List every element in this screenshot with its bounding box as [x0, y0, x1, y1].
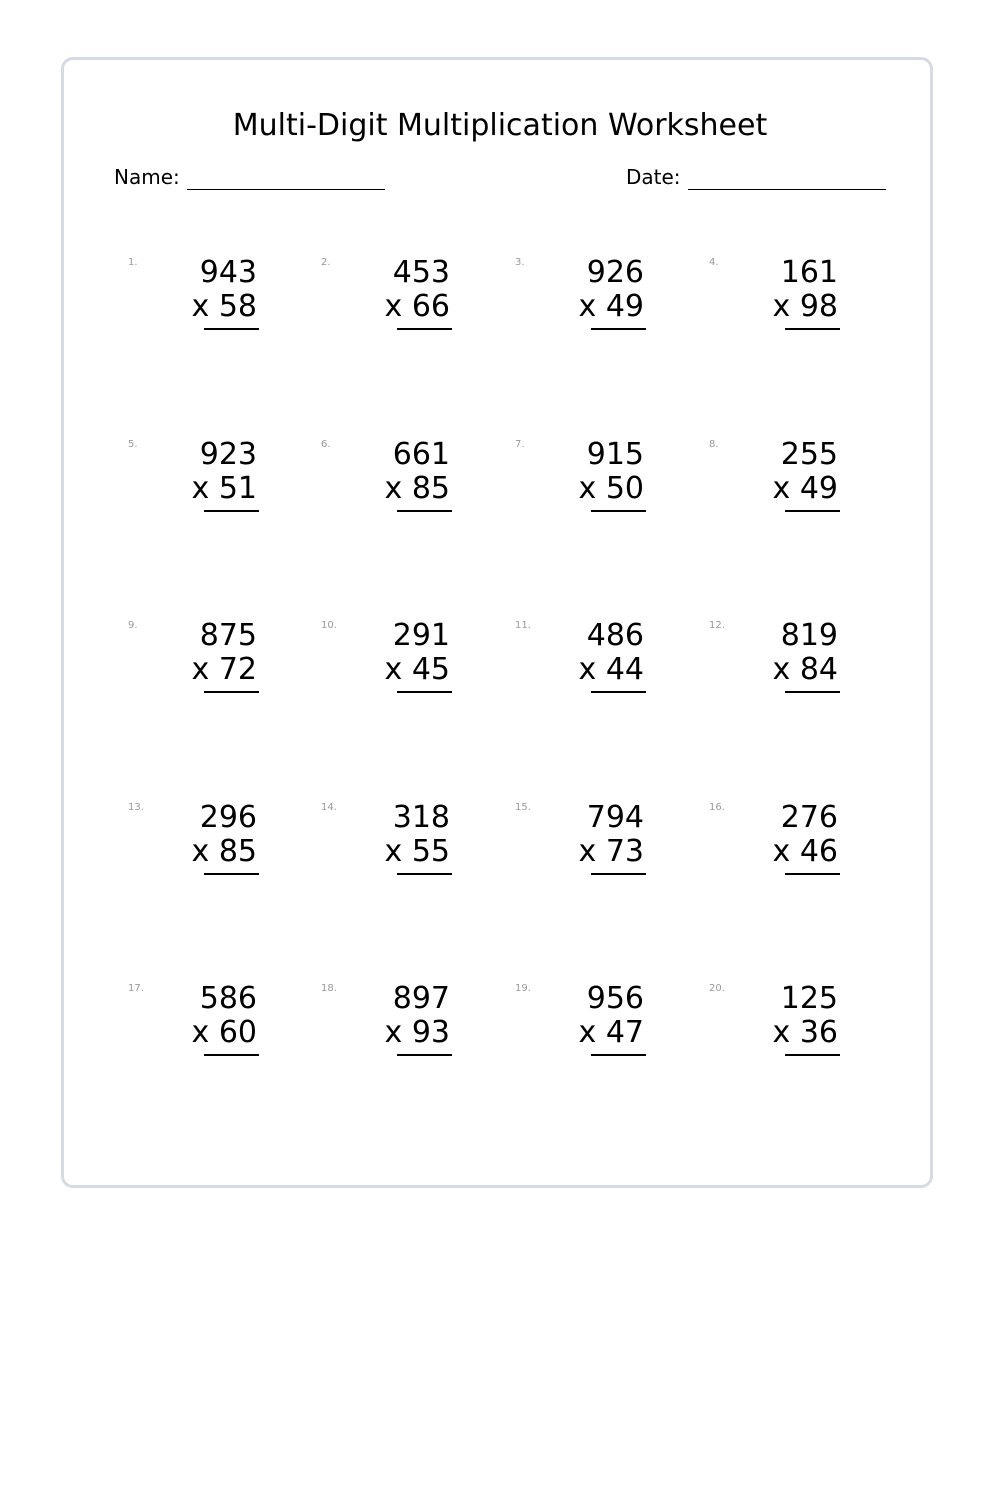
multiplier-row	[579, 290, 645, 324]
multiplier-row	[192, 1016, 258, 1050]
problem-5	[128, 439, 278, 529]
times-operator: x	[772, 471, 791, 506]
times-operator: x	[191, 834, 210, 869]
answer-line	[785, 1054, 840, 1056]
times-operator: x	[578, 289, 597, 324]
problem-number: 5.	[128, 439, 138, 450]
problem-number: 19.	[515, 983, 531, 994]
times-operator: x	[578, 834, 597, 869]
multiplier: 73	[605, 834, 644, 869]
answer-line	[591, 873, 646, 875]
times-operator: x	[384, 834, 403, 869]
date-label: Date:	[626, 165, 681, 189]
problem-number: 1.	[128, 257, 138, 268]
problem-2	[321, 257, 471, 347]
problem-number: 20.	[709, 983, 725, 994]
multiplicand: 926	[586, 255, 644, 290]
multiplier: 51	[218, 471, 257, 506]
date-field	[626, 164, 886, 190]
problem-number: 17.	[128, 983, 144, 994]
multiplier-row	[192, 835, 258, 869]
multiplicand: 161	[780, 255, 838, 290]
answer-line	[397, 1054, 452, 1056]
multiplier-row	[385, 290, 451, 324]
times-operator: x	[578, 652, 597, 687]
problem-number: 18.	[321, 983, 337, 994]
answer-line	[785, 510, 840, 512]
name-field	[114, 164, 385, 190]
answer-line	[591, 691, 646, 693]
multiplicand: 943	[199, 255, 257, 290]
problem-19	[515, 983, 665, 1073]
problem-number: 14.	[321, 802, 337, 813]
answer-line	[397, 691, 452, 693]
multiplier-row	[579, 472, 645, 506]
multiplier-row	[385, 472, 451, 506]
times-operator: x	[384, 1015, 403, 1050]
problem-8	[709, 439, 859, 529]
multiplier-row	[385, 653, 451, 687]
problem-11	[515, 620, 665, 710]
problem-12	[709, 620, 859, 710]
problem-number: 3.	[515, 257, 525, 268]
multiplicand: 794	[586, 800, 644, 835]
answer-line	[591, 510, 646, 512]
multiplier-row	[773, 290, 839, 324]
multiplier: 49	[799, 471, 838, 506]
problem-number: 10.	[321, 620, 337, 631]
problem-9	[128, 620, 278, 710]
date-blank-line[interactable]	[688, 167, 886, 190]
multiplicand: 661	[392, 437, 450, 472]
answer-line	[204, 873, 259, 875]
multiplier-row	[385, 1016, 451, 1050]
answer-line	[397, 873, 452, 875]
times-operator: x	[772, 834, 791, 869]
answer-line	[397, 510, 452, 512]
multiplier: 60	[218, 1015, 257, 1050]
multiplier: 84	[799, 652, 838, 687]
times-operator: x	[191, 652, 210, 687]
times-operator: x	[191, 289, 210, 324]
multiplier-row	[192, 290, 258, 324]
problem-number: 4.	[709, 257, 719, 268]
problem-3	[515, 257, 665, 347]
times-operator: x	[578, 1015, 597, 1050]
multiplier-row	[579, 835, 645, 869]
problem-20	[709, 983, 859, 1073]
answer-line	[591, 328, 646, 330]
multiplier: 85	[411, 471, 450, 506]
multiplier: 50	[605, 471, 644, 506]
multiplicand: 296	[199, 800, 257, 835]
times-operator: x	[772, 289, 791, 324]
problem-13	[128, 802, 278, 892]
answer-line	[204, 328, 259, 330]
problem-6	[321, 439, 471, 529]
multiplicand: 318	[392, 800, 450, 835]
worksheet-title: Multi-Digit Multiplication Worksheet	[232, 108, 768, 143]
answer-line	[204, 1054, 259, 1056]
multiplier: 85	[218, 834, 257, 869]
problem-number: 13.	[128, 802, 144, 813]
problem-1	[128, 257, 278, 347]
multiplier-row	[773, 472, 839, 506]
multiplicand: 923	[199, 437, 257, 472]
problem-number: 15.	[515, 802, 531, 813]
answer-line	[785, 873, 840, 875]
times-operator: x	[191, 471, 210, 506]
multiplier-row	[579, 653, 645, 687]
problem-number: 2.	[321, 257, 331, 268]
problem-4	[709, 257, 859, 347]
multiplicand: 586	[199, 981, 257, 1016]
multiplicand: 915	[586, 437, 644, 472]
answer-line	[785, 691, 840, 693]
times-operator: x	[578, 471, 597, 506]
problem-number: 8.	[709, 439, 719, 450]
multiplier: 66	[411, 289, 450, 324]
multiplier-row	[192, 653, 258, 687]
multiplicand: 897	[392, 981, 450, 1016]
times-operator: x	[384, 289, 403, 324]
answer-line	[785, 328, 840, 330]
multiplier: 93	[411, 1015, 450, 1050]
problem-17	[128, 983, 278, 1073]
problem-number: 12.	[709, 620, 725, 631]
multiplicand: 255	[780, 437, 838, 472]
times-operator: x	[384, 471, 403, 506]
problem-number: 9.	[128, 620, 138, 631]
multiplicand: 486	[586, 618, 644, 653]
multiplier: 46	[799, 834, 838, 869]
problem-number: 11.	[515, 620, 531, 631]
answer-line	[204, 510, 259, 512]
multiplicand: 875	[199, 618, 257, 653]
problem-7	[515, 439, 665, 529]
multiplier: 72	[218, 652, 257, 687]
times-operator: x	[191, 1015, 210, 1050]
problem-number: 16.	[709, 802, 725, 813]
name-label: Name:	[114, 165, 180, 189]
times-operator: x	[772, 1015, 791, 1050]
answer-line	[397, 328, 452, 330]
problem-number: 7.	[515, 439, 525, 450]
multiplier: 45	[411, 652, 450, 687]
times-operator: x	[772, 652, 791, 687]
problem-18	[321, 983, 471, 1073]
multiplicand: 125	[780, 981, 838, 1016]
multiplier-row	[773, 835, 839, 869]
multiplier: 49	[605, 289, 644, 324]
multiplicand: 276	[780, 800, 838, 835]
problem-10	[321, 620, 471, 710]
multiplier: 47	[605, 1015, 644, 1050]
multiplier-row	[579, 1016, 645, 1050]
problem-14	[321, 802, 471, 892]
name-blank-line[interactable]	[187, 167, 385, 190]
problem-15	[515, 802, 665, 892]
multiplier: 44	[605, 652, 644, 687]
multiplicand: 291	[392, 618, 450, 653]
answer-line	[591, 1054, 646, 1056]
multiplier: 36	[799, 1015, 838, 1050]
multiplier-row	[773, 1016, 839, 1050]
multiplicand: 819	[780, 618, 838, 653]
multiplier-row	[773, 653, 839, 687]
problem-number: 6.	[321, 439, 331, 450]
answer-line	[204, 691, 259, 693]
problem-16	[709, 802, 859, 892]
times-operator: x	[384, 652, 403, 687]
multiplier-row	[385, 835, 451, 869]
multiplier: 58	[218, 289, 257, 324]
multiplier: 98	[799, 289, 838, 324]
multiplicand: 453	[392, 255, 450, 290]
multiplicand: 956	[586, 981, 644, 1016]
multiplier: 55	[411, 834, 450, 869]
multiplier-row	[192, 472, 258, 506]
